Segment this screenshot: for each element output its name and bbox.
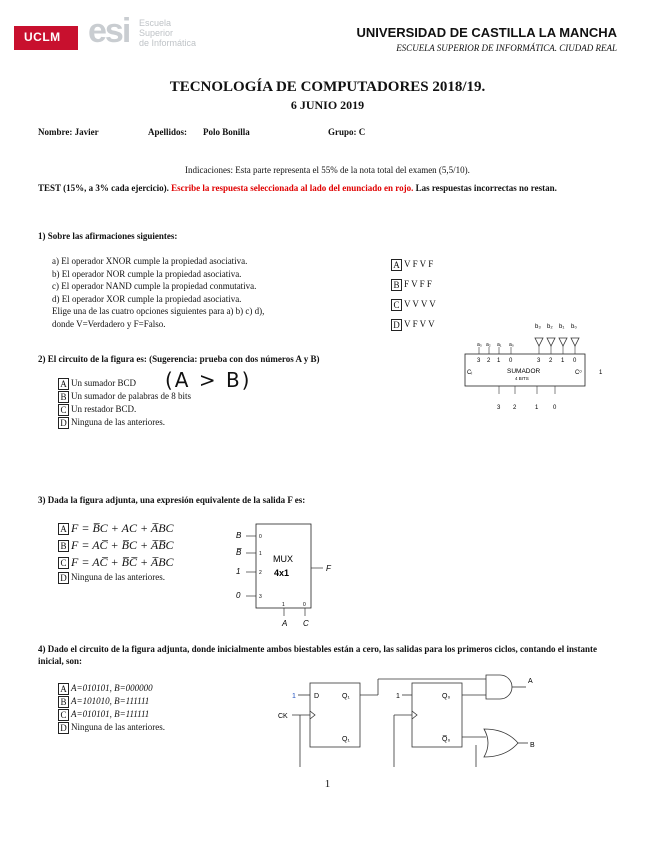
option-box: D bbox=[58, 572, 69, 584]
student-name: Nombre: Javier bbox=[38, 127, 99, 137]
option-box: A bbox=[58, 378, 69, 390]
option-text: V F V V bbox=[404, 319, 435, 329]
q4-option-a[interactable] bbox=[58, 682, 165, 695]
a-label: a₃ bbox=[477, 342, 482, 348]
mux-pin: 0 bbox=[259, 534, 262, 540]
option-text: Un sumador BCD bbox=[71, 378, 136, 388]
page-title: TECNOLOGÍA DE COMPUTADORES 2018/19. bbox=[169, 79, 486, 95]
mux-sel-pin: 0 bbox=[303, 602, 306, 608]
option-box: C bbox=[58, 404, 69, 416]
option-box: B bbox=[391, 279, 402, 291]
a-label: a₁ bbox=[497, 342, 502, 348]
test-intro-tail: Las respuestas incorrectas no restan. bbox=[415, 183, 557, 193]
student-surname-label: Apellidos: bbox=[148, 127, 188, 137]
option-text: V F V F bbox=[404, 259, 434, 269]
inverter-row bbox=[535, 338, 579, 346]
pin-label: 1 bbox=[561, 358, 565, 364]
b-label: b₂ bbox=[547, 324, 553, 330]
q1-statements bbox=[52, 255, 264, 330]
option-lhs: F = bbox=[71, 538, 93, 552]
q3-title: 3) Dada la figura adjunta, una expresión equivalente de la salida F es: bbox=[38, 495, 306, 505]
option-text: Ninguna de las anteriores. bbox=[71, 572, 165, 582]
q2-options bbox=[58, 377, 191, 429]
output-b-label: B bbox=[530, 742, 535, 749]
esi-sub-line: Escuela bbox=[139, 18, 172, 28]
q4-option-d[interactable] bbox=[58, 721, 165, 734]
esi-sub-line: de Informática bbox=[139, 38, 197, 48]
pin-label: 0 bbox=[509, 358, 513, 364]
ff1-d-label: D bbox=[314, 693, 320, 700]
option-box: C bbox=[391, 299, 402, 311]
esi-sub-line: Superior bbox=[139, 28, 174, 38]
option-text: V V V V bbox=[404, 299, 436, 309]
pin-label: 3 bbox=[497, 405, 501, 411]
pin-label: 3 bbox=[537, 358, 541, 364]
q3-options bbox=[58, 520, 174, 584]
option-text: A=101010, B=111111 bbox=[71, 696, 150, 706]
student-group: Grupo: C bbox=[328, 127, 366, 137]
mux-output-label: F bbox=[326, 564, 331, 573]
q2-option-c[interactable] bbox=[58, 403, 191, 416]
option-text: F V F F bbox=[404, 279, 432, 289]
mux-pin: 3 bbox=[259, 594, 262, 600]
pin-label: 1 bbox=[497, 358, 501, 364]
option-text: Ninguna de las anteriores. bbox=[71, 417, 165, 427]
ff0-input-one: 1 bbox=[396, 693, 400, 700]
q1-options bbox=[391, 254, 436, 334]
uclm-logo bbox=[14, 26, 78, 50]
q1-option-b[interactable] bbox=[391, 274, 436, 294]
b-label: b₁ bbox=[559, 324, 565, 330]
mux-block bbox=[256, 524, 311, 608]
ff1-input-one: 1 bbox=[292, 693, 296, 700]
option-lhs: F = bbox=[71, 555, 93, 569]
pin-label: 2 bbox=[549, 358, 553, 364]
cin-label: Cᵢ bbox=[467, 370, 473, 376]
q2-option-d[interactable] bbox=[58, 416, 191, 429]
ff1-qn-label: Q₁ bbox=[342, 736, 350, 743]
q1-title: 1) Sobre las afirmaciones siguientes: bbox=[38, 231, 178, 241]
flipflop-0 bbox=[412, 683, 462, 747]
cout-label: Cᵒ bbox=[575, 370, 582, 376]
option-box: A bbox=[58, 523, 69, 535]
mux-sel-label: C bbox=[303, 619, 309, 628]
q4-flipflop-figure bbox=[278, 665, 548, 770]
a-label: a₂ bbox=[486, 342, 491, 348]
q1-option-d[interactable] bbox=[391, 314, 436, 334]
option-box: D bbox=[391, 319, 402, 331]
option-box: C bbox=[58, 557, 69, 569]
test-intro-bold: TEST (15%, a 3% cada ejercicio). bbox=[38, 183, 169, 193]
pin-label: 3 bbox=[477, 358, 481, 364]
exam-date: 6 JUNIO 2019 bbox=[290, 98, 365, 112]
option-text: A=010101, B=000000 bbox=[71, 683, 153, 693]
option-box: D bbox=[58, 417, 69, 429]
ck-label: CK bbox=[278, 713, 288, 720]
a-label: a₀ bbox=[509, 342, 514, 348]
q2-adder-figure bbox=[455, 316, 615, 416]
b-label: b₃ bbox=[535, 324, 541, 330]
school-name: ESCUELA SUPERIOR DE INFORMÁTICA. CIUDAD REAL bbox=[396, 43, 617, 53]
mux-input-label: B bbox=[236, 531, 242, 540]
option-box: B bbox=[58, 696, 69, 708]
mux-pin: 1 bbox=[259, 551, 262, 557]
pin-label: 0 bbox=[553, 405, 557, 411]
q4-title: 4) Dado el circuito de la figura adjunta, donde inicialmente ambos biestables están a cero, las salidas para los primeros ciclos, contando el instante inicial, son: bbox=[38, 644, 598, 666]
q4-option-c[interactable] bbox=[58, 708, 165, 721]
q2-handwritten-answer: (A > B) bbox=[165, 368, 252, 392]
test-intro-red: Escribe la respuesta seleccionada al lado del enunciado en rojo. bbox=[171, 183, 414, 193]
mux-sel-pin: 1 bbox=[282, 602, 285, 608]
option-box: D bbox=[58, 722, 69, 734]
option-expression: AC̅ + B̅C + A̅B̅C bbox=[92, 538, 174, 552]
pin-label: 2 bbox=[487, 358, 491, 364]
output-a-label: A bbox=[528, 678, 533, 685]
option-box: A bbox=[58, 683, 69, 695]
ff1-q-label: Q₁ bbox=[342, 693, 350, 700]
ff0-q-label: Q₀ bbox=[442, 693, 451, 700]
pin-label: 1 bbox=[535, 405, 539, 411]
option-box: A bbox=[391, 259, 402, 271]
esi-logo: esi bbox=[88, 12, 130, 50]
mux-input-label: B̅ bbox=[236, 548, 242, 557]
q3-option-b[interactable] bbox=[58, 537, 174, 554]
option-lhs: F = bbox=[71, 521, 93, 535]
adder-sub-label: 4 BITS bbox=[515, 376, 529, 381]
esi-logo-subtitle bbox=[139, 18, 196, 48]
q3-mux-figure bbox=[228, 520, 358, 630]
q1-line: b) El operador NOR cumple la propiedad asociativa. bbox=[52, 268, 242, 279]
q3-option-d[interactable] bbox=[58, 571, 174, 584]
q1-line: donde V=Verdadero y F=Falso. bbox=[52, 318, 166, 329]
q2-option-b[interactable] bbox=[58, 390, 191, 403]
q1-option-a[interactable] bbox=[391, 254, 436, 274]
page-number: 1 bbox=[324, 778, 331, 790]
mux-size: 4x1 bbox=[274, 568, 290, 578]
mux-pin: 2 bbox=[259, 570, 262, 576]
one-label: 1 bbox=[599, 370, 603, 376]
test-intro bbox=[38, 182, 618, 194]
q2-title: 2) El circuito de la figura es: (Sugerencia: prueba con dos números A y B) bbox=[38, 354, 320, 364]
q1-option-c[interactable] bbox=[391, 294, 436, 314]
mux-label: MUX bbox=[273, 554, 293, 564]
option-box: C bbox=[58, 709, 69, 721]
q1-line: Elige una de las cuatro opciones siguientes para a) b) c) d), bbox=[52, 306, 265, 316]
mux-input-label: 0 bbox=[236, 591, 241, 600]
option-text: Un restador BCD. bbox=[71, 404, 137, 414]
option-text: A=010101, B=111111 bbox=[71, 709, 150, 719]
option-expression: B̅C + AC + A̅BC bbox=[92, 521, 174, 535]
mux-input-label: 1 bbox=[236, 567, 241, 576]
option-box: B bbox=[58, 391, 69, 403]
option-box: B bbox=[58, 540, 69, 552]
q4-options bbox=[58, 682, 165, 734]
option-text: Ninguna de las anteriores. bbox=[71, 722, 165, 732]
uclm-logo-text: UCLM bbox=[24, 30, 61, 44]
pin-label: 0 bbox=[573, 358, 577, 364]
q1-line: a) El operador XNOR cumple la propiedad asociativa. bbox=[52, 256, 248, 266]
b-label: b₀ bbox=[571, 324, 577, 330]
ff0-qn-label: Q̅₀ bbox=[442, 736, 451, 743]
q1-line: c) El operador NAND cumple la propiedad conmutativa. bbox=[52, 281, 257, 291]
pin-label: 2 bbox=[513, 405, 517, 411]
student-surname: Polo Bonilla bbox=[203, 127, 250, 137]
university-name: UNIVERSIDAD DE CASTILLA LA MANCHA bbox=[356, 25, 617, 40]
q4-option-b[interactable] bbox=[58, 695, 165, 708]
q3-option-a[interactable] bbox=[58, 520, 174, 537]
instructions: Indicaciones: Esta parte representa el 55% de la nota total del examen (5,5/10). bbox=[185, 165, 470, 175]
option-text: Un sumador de palabras de 8 bits bbox=[71, 391, 191, 401]
mux-sel-label: A bbox=[282, 619, 288, 628]
q2-option-a[interactable] bbox=[58, 377, 191, 390]
q1-line: d) El operador XOR cumple la propiedad asociativa. bbox=[52, 293, 242, 304]
option-expression: AC̅ + B̅C̅ + A̅BC bbox=[92, 555, 174, 569]
adder-label: SUMADOR bbox=[507, 368, 541, 375]
q3-option-c[interactable] bbox=[58, 554, 174, 571]
